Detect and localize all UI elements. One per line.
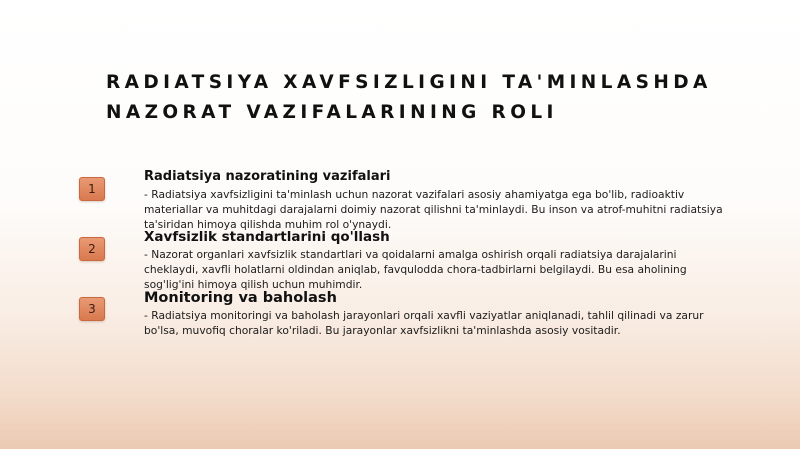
item-body: - Radiatsiya monitoringi va baholash jarayonlari orqali xavfli vaziyatlar aniqlanadi, tahlil qilinadi va zarur bo'lsa, muvofiq choralar ko'riladi. Bu jarayonlar xavfsizlikni ta'minlashda asosiy vositadir. bbox=[144, 309, 704, 337]
item-heading: Xavfsizlik standartlarini qo'llash bbox=[144, 229, 390, 245]
item-heading: Monitoring va baholash bbox=[144, 290, 337, 306]
number-badge: 1 bbox=[79, 177, 105, 201]
slide-title-line-2: NAZORAT VAZIFALARINING ROLI bbox=[106, 102, 558, 123]
item-body: - Nazorat organlari xavfsizlik standartlari va qoidalarni amalga oshirish orqali radiatsiya darajalarini cheklaydi, xavfli holatlarni oldindan aniqlab, favqulodda chora-tadbirlarni belgilaydi. Bu esa aholining sog'lig'ini himoya qilish uchun muhimdir. bbox=[144, 248, 687, 291]
slide-title-line-1: RADIATSIYA XAVFSIZLIGINI TA'MINLASHDA bbox=[106, 72, 712, 93]
number-badge: 3 bbox=[79, 297, 105, 321]
item-body: - Radiatsiya xavfsizligini ta'minlash uchun nazorat vazifalari asosiy ahamiyatga ega bo'lib, radioaktiv materiallar va muhitdagi darajalarni doimiy nazorat qilishni ta'minlaydi. Bu inson va atrof-muhitni radiatsiya ta'siridan himoya qilishda muhim rol o'ynaydi. bbox=[144, 188, 723, 231]
number-badge: 2 bbox=[79, 237, 105, 261]
slide-title bbox=[106, 68, 766, 128]
item-heading: Radiatsiya nazoratining vazifalari bbox=[144, 169, 391, 184]
